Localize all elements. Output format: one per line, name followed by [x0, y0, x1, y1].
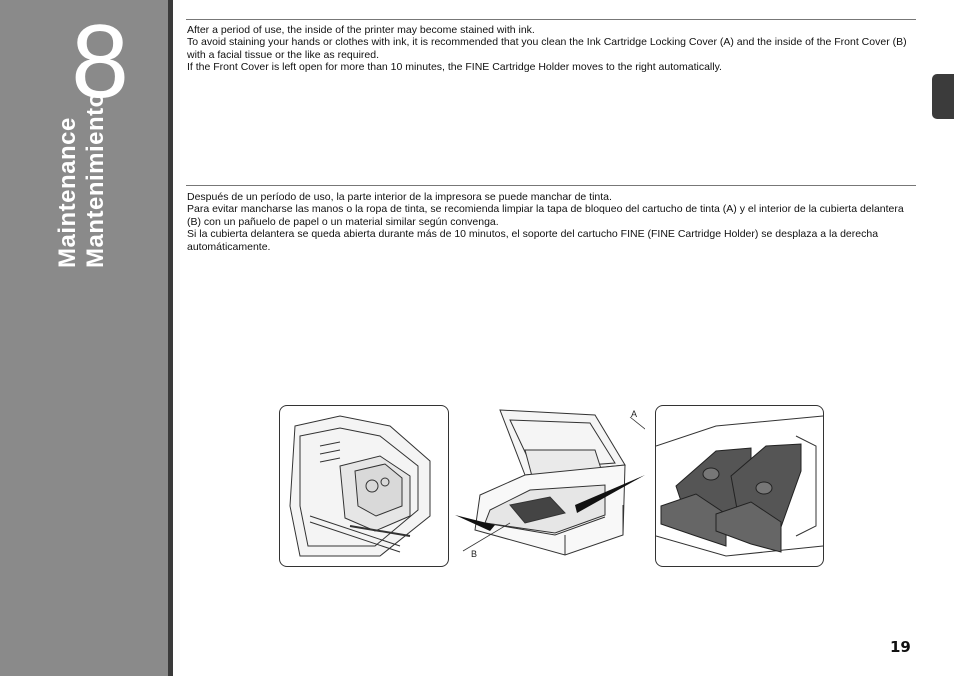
- sidebar-edge: [168, 0, 173, 676]
- printer-open-drawing: [455, 405, 645, 565]
- front-cover-closeup-drawing: [280, 406, 448, 566]
- spanish-section-rule: [186, 185, 916, 186]
- chapter-number: 8: [71, 4, 129, 120]
- spanish-line-2: Para evitar mancharse las manos o la ropa de tinta, se recomienda limpiar la tapa de bloqueo del cartucho de tinta (A) y el interior de la cubierta delantera (B) con un pañuelo de papel o un material similar según convenga.: [187, 203, 904, 228]
- english-line-2: To avoid staining your hands or clothes with ink, it is recommended that you clean the Ink Cartridge Locking Cover (A) and the inside of the Front Cover (B) with a facial tissue or the like as required.: [187, 36, 907, 61]
- chapter-title-spanish: Mantenimiento: [82, 92, 109, 268]
- english-line-3: If the Front Cover is left open for more than 10 minutes, the FINE Cartridge Holder moves to the right automatically.: [187, 61, 722, 74]
- english-line-1: After a period of use, the inside of the printer may become stained with ink.: [187, 24, 535, 36]
- page-number: 19: [890, 638, 911, 656]
- callout-label-a: A: [631, 409, 638, 419]
- front-cover-closeup-illustration: [279, 405, 449, 567]
- english-section-rule: [186, 19, 916, 20]
- cartridge-locking-cover-closeup-illustration: [655, 405, 824, 567]
- callout-label-b: B: [471, 549, 478, 559]
- chapter-title-english: Maintenance: [54, 117, 81, 268]
- printer-open-illustration: [455, 405, 645, 565]
- spanish-line-1: Después de un período de uso, la parte interior de la impresora se puede manchar de tinta.: [187, 191, 612, 203]
- english-text-block: [187, 24, 915, 74]
- spanish-text-block: [187, 191, 915, 253]
- chapter-titles: [54, 92, 110, 268]
- cartridge-locking-cover-drawing: [656, 406, 823, 566]
- spanish-line-3: Si la cubierta delantera se queda abierta durante más de 10 minutos, el soporte del cartucho FINE (FINE Cartridge Holder) se desplaza a la derecha automáticamente.: [187, 228, 879, 253]
- chapter-sidebar: [0, 0, 168, 676]
- section-tab-marker: [932, 74, 954, 119]
